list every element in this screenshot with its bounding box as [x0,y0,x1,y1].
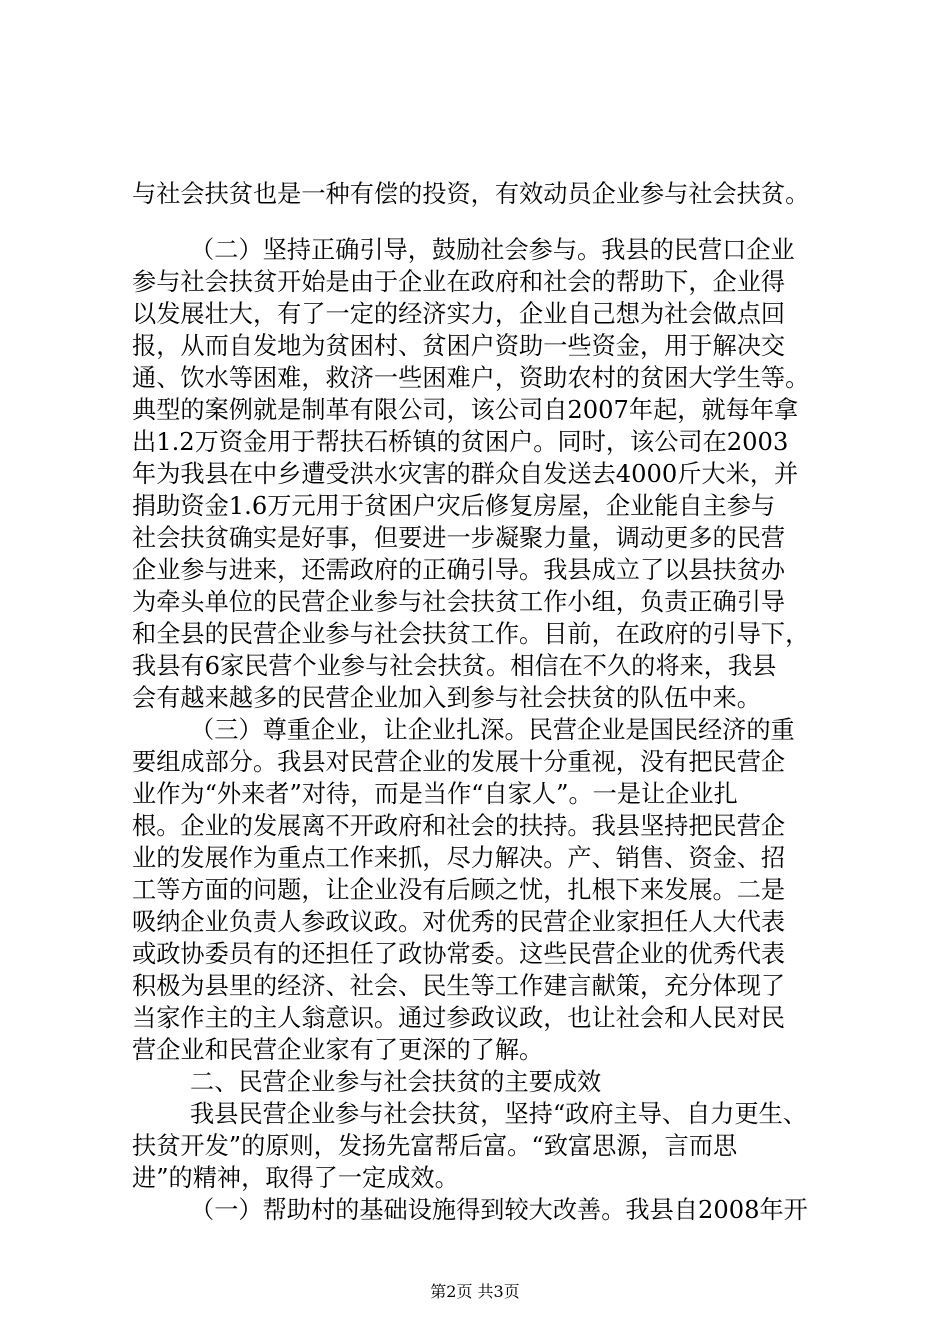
text-line: （三）尊重企业，让企业扎深。民营企业是国民经济的重 [190,716,795,744]
section-heading: 二、民营企业参与社会扶贫的主要成效 [190,1068,602,1096]
text-line: （一）帮助村的基础设施得到较大改善。我县自2008年开 [190,1196,808,1224]
text-line: 报，从而自发地为贫困村、贫困户资助一些资金，用于解决交 [132,332,786,360]
text-line: 当家作主的主人翁意识。通过参政议政，也让社会和人民对民 [132,1004,786,1032]
text-line: 业作为“外来者”对待，而是当作“自家人”。一是让企业扎 [132,780,738,808]
text-line: 企业参与进来，还需政府的正确引导。我县成立了以县扶贫办 [132,556,786,584]
text-line: 或政协委员有的还担任了政协常委。这些民营企业的优秀代表 [132,940,786,968]
text-line: 会有越来越多的民营企业加入到参与社会扶贫的队伍中来。 [132,684,761,712]
text-line: 工等方面的问题，让企业没有后顾之忧，扎根下来发展。二是 [132,876,786,904]
page-footer: 第2页 共3页 [430,1282,520,1301]
text-line: 扶贫开发”的原则，发扬先富帮后富。“致富思源，言而思 [132,1132,738,1160]
text-line: 我县有6家民营个业参与社会扶贫。相信在不久的将来，我县 [132,652,777,680]
text-line: 出1.2万资金用于帮扶石桥镇的贫困户。同时，该公司在2003 [132,428,789,456]
text-line: 营企业和民营企业家有了更深的了解。 [132,1036,544,1064]
text-line: 和全县的民营企业参与社会扶贫工作。目前，在政府的引导下， [132,620,810,648]
text-line: 与社会扶贫也是一种有偿的投资，有效动员企业参与社会扶贫。 [132,180,810,208]
text-line: 要组成部分。我县对民营企业的发展十分重视，没有把民营企 [132,748,786,776]
text-line: 年为我县在中乡遭受洪水灾害的群众自发送去4000斤大米，并 [132,460,799,488]
text-line: 以发展壮大，有了一定的经济实力，企业自己想为社会做点回 [132,300,786,328]
text-line: 参与社会扶贫开始是由于企业在政府和社会的帮助下，企业得 [132,268,786,296]
text-line: 为牵头单位的民营企业参与社会扶贫工作小组，负责正确引导 [132,588,786,616]
text-line: 积极为县里的经济、社会、民生等工作建言献策，充分体现了 [132,972,786,1000]
text-line: 吸纳企业负责人参政议政。对优秀的民营企业家担任人大代表 [132,908,786,936]
text-line: 业的发展作为重点工作来抓，尽力解决。产、销售、资金、招 [132,844,786,872]
text-line: 社会扶贫确实是好事，但要进一步凝聚力量，调动更多的民营 [132,524,786,552]
text-line: 根。企业的发展离不开政府和社会的扶持。我县坚持把民营企 [132,812,786,840]
text-line: 典型的案例就是制革有限公司，该公司自2007年起，就每年拿 [132,396,799,424]
text-line: （二）坚持正确引导，鼓励社会参与。我县的民营口企业 [190,236,795,264]
text-line: 通、饮水等困难，救济一些困难户，资助农村的贫困大学生等。 [132,364,810,392]
text-line: 进”的精神，取得了一定成效。 [132,1164,459,1192]
text-line: 捐助资金1.6万元用于贫困户灾后修复房屋，企业能自主参与 [132,492,776,520]
text-line: 我县民营企业参与社会扶贫，坚持“政府主导、自力更生、 [190,1100,808,1128]
